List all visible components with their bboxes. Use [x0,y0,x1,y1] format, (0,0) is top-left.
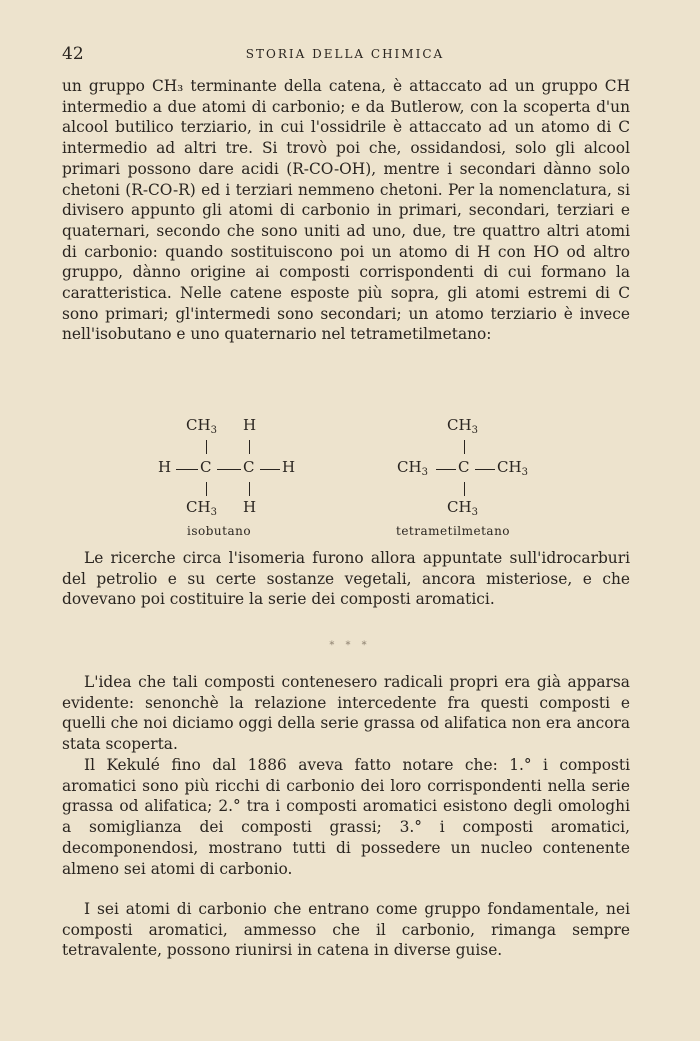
bond-horizontal [436,469,456,470]
bond-vertical [464,482,465,496]
bond-vertical [249,440,250,454]
bond-vertical [464,440,465,454]
bond-vertical [206,482,207,496]
paragraph-5 [62,899,630,961]
formula-caption: isobutano [187,524,252,538]
atom-h-bottom: H [243,498,257,516]
running-title: STORIA DELLA CHIMICA [245,47,445,61]
structural-formulas [0,410,700,540]
paragraph-text: I sei atomi di carbonio che entrano come gruppo fondamentale, nei composti aromatici, ammesso che il carbonio, rimanga sempre tetravalente, possono riunirsi in catena in diverse guise. [62,900,630,960]
atom-ch3-top: $CH_3$ [447,416,478,436]
paragraph-text: L'idea che tali composti contenesero radicali propri era già apparsa evidente: senonchè la relazione intercedente fra questi composti e quelli che noi diciamo oggi della serie grassa od alifatica non era ancora stata scoperta. [62,673,630,754]
atom-ch3-left: $CH_3$ [397,458,428,478]
paragraph-2 [62,548,630,610]
paragraph-text: Il Kekulé fino dal 1886 aveva fatto notare che: 1.° i composti aromatici sono più ricchi di carbonio dei loro corrispondenti nella serie grassa od alifatica; 2.° tra i composti aromatici esistono degli omologhi a somiglianza dei composti grassi; 3.° i composti aromatici, decomponendosi, mostrano tutti di possedere un nucleo contenente almeno sei atomi di carbonio. [62,756,630,878]
atom-ch3-right: $CH_3$ [497,458,528,478]
atom-h-left: H [158,458,172,476]
atom-c-center: C [458,458,470,476]
bond-horizontal [217,469,241,470]
paragraph-4 [62,755,630,879]
bond-vertical [206,440,207,454]
page-header [62,44,628,68]
bond-horizontal [475,469,495,470]
paragraph-1 [62,76,630,345]
bond-vertical [249,482,250,496]
atom-c1: C [200,458,212,476]
formula-caption: tetrametilmetano [396,524,511,538]
bond-horizontal [176,469,198,470]
paragraph-text: Le ricerche circa l'isomeria furono allora appuntate sull'idrocarburi del petrolio e su certe sostanze vegetali, ancora misteriose, e che dovevano poi costituire la serie dei composti aromatici. [62,549,630,609]
atom-h-right: H [282,458,296,476]
bond-horizontal [260,469,280,470]
atom-ch3-bottom: $CH_3$ [447,498,478,518]
paragraph-3 [62,672,630,755]
atom-ch3-bottom: $CH_3$ [186,498,217,518]
atom-ch3-top: $CH_3$ [186,416,217,436]
page-number: 42 [62,44,84,64]
section-separator: * * * [329,640,371,651]
atom-h-top: H [243,416,257,434]
atom-c2: C [243,458,255,476]
paragraph-text: un gruppo CH₃ terminante della catena, è attaccato ad un gruppo CH intermedio a due atomi di carbonio; e da Butlerow, con la scoperta d'un alcool butilico terziario, in cui l'ossidrile è attaccato ad un atomo di C intermedio ad altri tre. Si trovò poi che, ossidandosi, solo gli alcool primari possono dare acidi (R-CO-OH), mentre i secondari dànno solo chetoni (R-CO-R) ed i terziari nemmeno chetoni. Per la nomenclatura, si divisero appunto gli atomi di carbonio in primari, secondari, terziari e quaternari, secondo che sono uniti ad uno, due, tre quattro altri atomi di carbonio: quando sostituiscono poi un atomo di H con HO od altro gruppo, dànno origine ai composti corrispondenti di cui formano la caratteristica. Nelle catene esposte più sopra, gli atomi estremi di C sono primari; gl'intermedi sono secondari; un atomo terziario è invece nell'isobutano e uno quaternario nel tetrametilmetano: [62,77,630,344]
